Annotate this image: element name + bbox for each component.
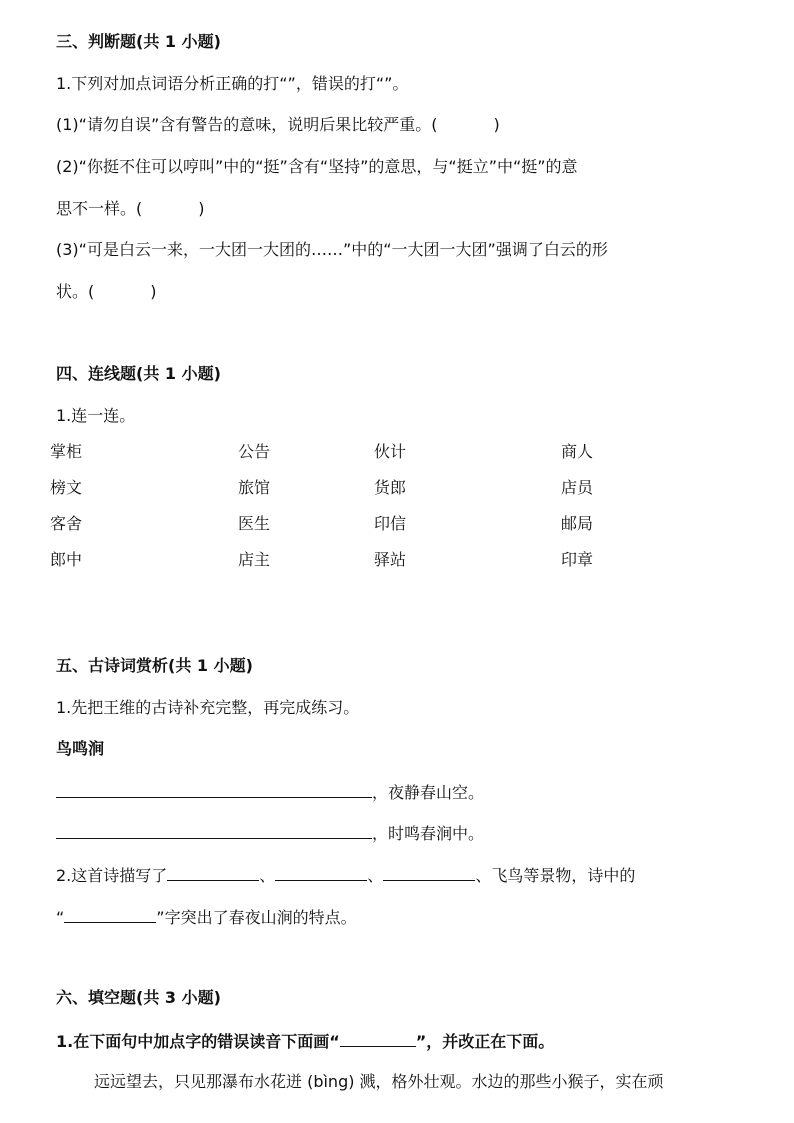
scenery-blank-2[interactable]: [275, 862, 367, 881]
match-word[interactable]: 医生: [238, 514, 271, 533]
section-6-heading: 六、填空题(共 3 小题): [56, 988, 221, 1007]
key-word-blank[interactable]: [64, 904, 156, 923]
section-4-heading: 四、连线题(共 1 小题): [56, 364, 221, 383]
poem-line-2-blank[interactable]: [56, 820, 372, 839]
section-6-question-1: [56, 1028, 554, 1054]
q1-tail: ”，并改正在下面。: [415, 1032, 555, 1051]
poem-line-2-tail: ，时鸣春涧中。: [372, 824, 485, 843]
match-word[interactable]: 驿站: [374, 550, 407, 569]
item-2-text: 思不一样。(: [56, 199, 143, 218]
poem-line-1-tail: ，夜静春山空。: [372, 783, 485, 802]
match-word[interactable]: 公告: [238, 442, 271, 461]
section-5-question-1: 1.先把王维的古诗补充完整，再完成练习。: [56, 698, 360, 717]
section-5-question-2-line-2: [56, 904, 357, 930]
poem-line-2: [56, 820, 484, 846]
section-5-question-2: [56, 862, 635, 888]
match-word[interactable]: 郎中: [50, 550, 83, 569]
q2-tail: 、飞鸟等景物，诗中的: [475, 866, 636, 885]
item-3-text: 状。(: [56, 282, 95, 301]
match-word[interactable]: 客舍: [50, 514, 83, 533]
quote-open: “: [56, 908, 65, 927]
section-3-heading: 三、判断题(共 1 小题): [56, 32, 221, 51]
section-5-heading: 五、古诗词赏析(共 1 小题): [56, 656, 253, 675]
section-4-question-1: 1.连一连。: [56, 406, 136, 425]
poem-title: 鸟鸣涧: [56, 739, 105, 758]
q1-prefix: 1.在下面句中加点字的错误读音下面画“: [56, 1032, 340, 1051]
match-word[interactable]: 店主: [238, 550, 271, 569]
scenery-blank-1[interactable]: [167, 862, 259, 881]
match-word[interactable]: 印章: [561, 550, 594, 569]
scenery-blank-3[interactable]: [383, 862, 475, 881]
match-word[interactable]: 伙计: [374, 442, 407, 461]
paren-close: ): [150, 282, 157, 301]
match-word[interactable]: 旅馆: [238, 478, 271, 497]
poem-line-1: [56, 779, 484, 805]
q2-sep-2: 、: [367, 866, 384, 885]
match-word[interactable]: 榜文: [50, 478, 83, 497]
match-word[interactable]: 印信: [374, 514, 407, 533]
paren-close: ): [198, 199, 205, 218]
section-3-item-2-line-2: [56, 197, 205, 221]
poem-line-1-blank[interactable]: [56, 779, 372, 798]
paren-close: ): [493, 115, 500, 134]
match-word[interactable]: 商人: [561, 442, 594, 461]
item-1-text: (1)“请勿自误”含有警告的意味，说明后果比较严重。(: [56, 115, 438, 134]
underline-sample: [340, 1028, 416, 1047]
q2-line2-tail: ”字突出了春夜山涧的特点。: [156, 908, 357, 927]
section-3-item-3-line-2: [56, 280, 157, 304]
match-word[interactable]: 店员: [561, 478, 594, 497]
section-3-item-2-line-1: (2)“你挺不住可以哼叫”中的“挺”含有“坚持”的意思，与“挺立”中“挺”的意: [56, 157, 578, 176]
q2-prefix: 2.这首诗描写了: [56, 866, 168, 885]
section-6-passage: 远远望去，只见那瀑布水花迸 (bìng) 溅，格外壮观。水边的那些小猴子，实在顽: [94, 1072, 664, 1091]
section-3-item-3-line-1: (3)“可是白云一来，一大团一大团的……”中的“一大团一大团”强调了白云的形: [56, 240, 608, 259]
section-3-question-1: 1.下列对加点词语分析正确的打“”，错误的打“”。: [56, 74, 409, 93]
section-3-item-1: [56, 113, 500, 137]
match-word[interactable]: 掌柜: [50, 442, 83, 461]
q2-sep-1: 、: [259, 866, 276, 885]
match-word[interactable]: 货郎: [374, 478, 407, 497]
match-word[interactable]: 邮局: [561, 514, 594, 533]
